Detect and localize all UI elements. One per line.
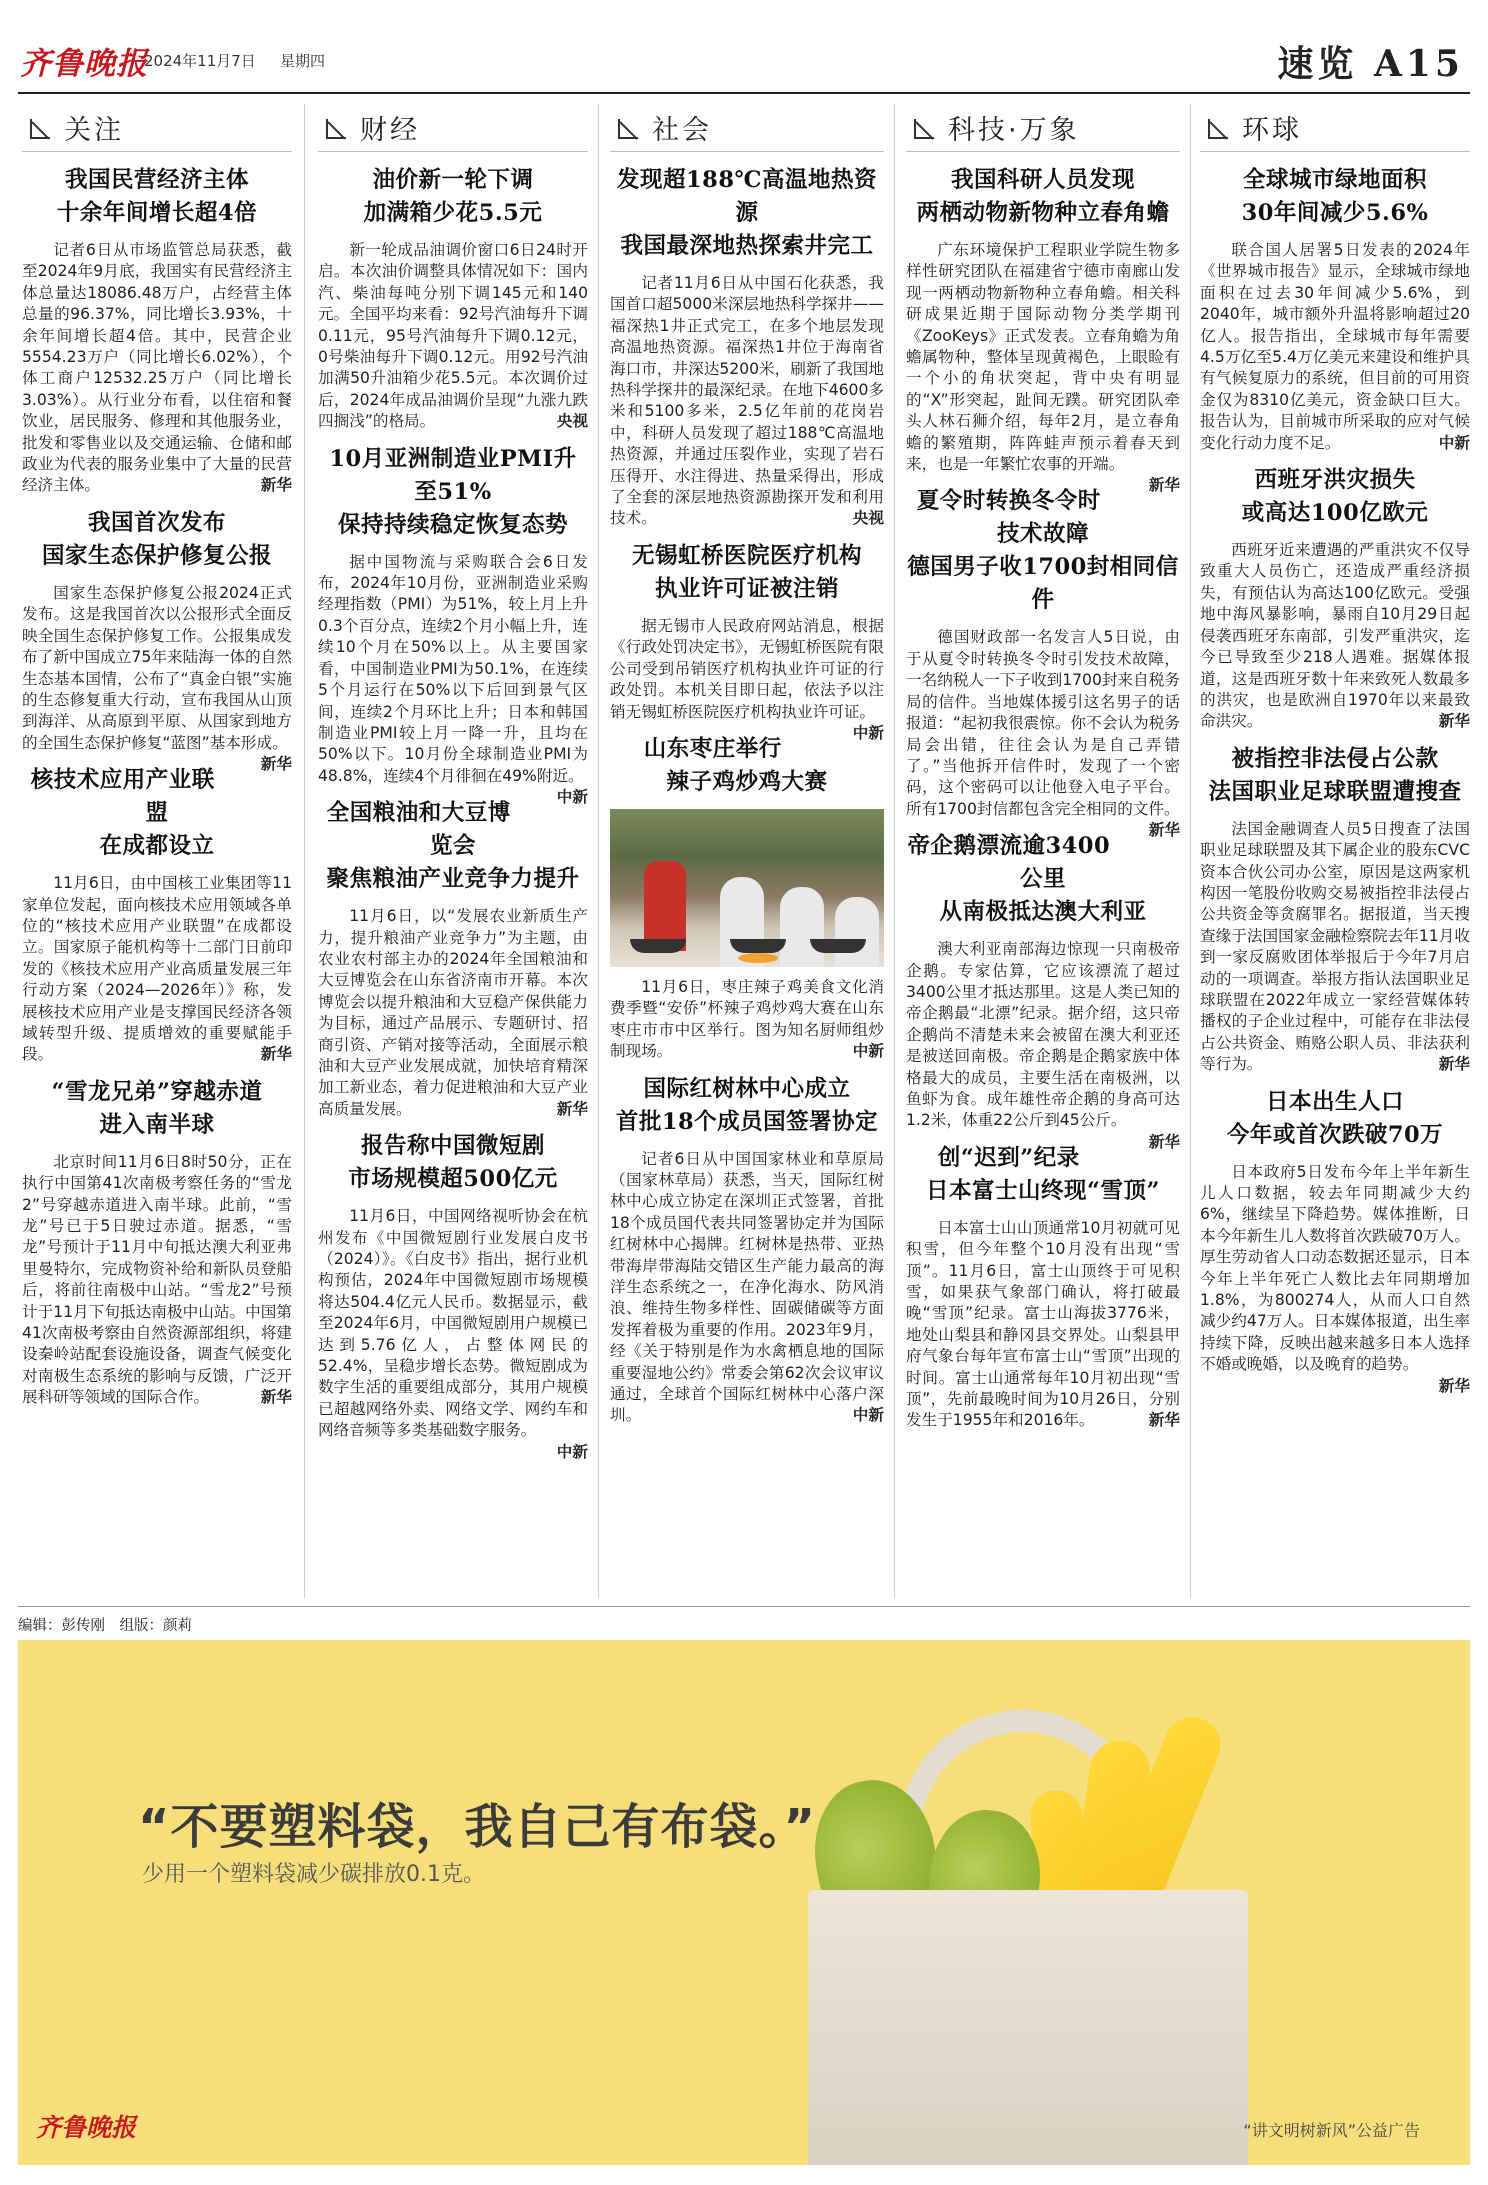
article-source: 新华 bbox=[1148, 1132, 1180, 1151]
article-source: 新华 bbox=[1438, 1376, 1470, 1395]
photo-flame bbox=[738, 953, 778, 963]
headline-line: 进入南半球 bbox=[99, 1111, 215, 1138]
headline-line: “雪龙兄弟”穿越赤道 bbox=[51, 1078, 263, 1105]
issue-date: 2024年11月7日 bbox=[144, 52, 256, 70]
article-text: 国家生态保护修复公报2024正式发布。这是我国首次以公报形式全面反映全国生态保护修复工作。公报集成发布了新中国成立75年来陆海一体的自然生态基本国情，公布了“真金白银”实施的生态修复重大行动，宣布我国从山顶到海洋、从高原到平原、从国家到地方的全国生态保护修复“蓝图”基本形成。 bbox=[22, 583, 292, 752]
headline-line: 全国粮油和大豆博览会 bbox=[326, 800, 511, 860]
masthead bbox=[18, 32, 1470, 94]
headline-line: 西班牙洪灾损失 bbox=[1254, 467, 1416, 494]
article-body bbox=[318, 906, 588, 1120]
article-body bbox=[1200, 540, 1470, 733]
headline-line: 加满箱少花5.5元 bbox=[363, 200, 543, 226]
article-text: 据中国物流与采购联合会6日发布，2024年10月份，亚洲制造业采购经理指数（PMI）为51%，较上月上升0.3个百分点，连续2个月小幅上升，连续10个月在50%以上。从主要国家看，中国制造业PMI为50.1%，在连续5个月运行在50%以下后回到景气区间，连续2个月环比上升；日本和韩国制造业PMI较上月一降一升，且均在50%以下。10月份全球制造业PMI为48.8%，连续4个月徘徊在49%附近。 bbox=[318, 552, 588, 785]
column-divider bbox=[1190, 104, 1191, 1598]
article-body bbox=[610, 1149, 884, 1427]
news-article bbox=[318, 797, 588, 1120]
article-body bbox=[906, 627, 1180, 840]
article-text: 日本富士山山顶通常10月初就可见积雪，但今年整个10月没有出现“雪顶”。11月6日，富士山顶终于可见积雪，如果获气象部门确认，将打破最晚“雪顶”纪录。富士山海拔3776米，地处山梨县和静冈县交界处。山梨县甲府气象台每年宣布富士山“雪顶”出现的时间。富士山通常每年10月初出现“雪顶”，先前最晚时间为10月26日，分别发生于1955年和2016年。 bbox=[906, 1218, 1180, 1430]
article-source: 新华 bbox=[1438, 712, 1470, 731]
article-body bbox=[22, 1152, 292, 1409]
headline-line: 10月亚洲制造业PMI升至51% bbox=[329, 445, 577, 505]
article-source: 新华 bbox=[260, 755, 292, 774]
article-source: 中新 bbox=[556, 1442, 588, 1461]
article-headline bbox=[1200, 464, 1470, 530]
headline-line: 今年或首次跌破70万 bbox=[1226, 1121, 1444, 1148]
column-divider bbox=[894, 104, 895, 1598]
cooking-contest-photo bbox=[610, 809, 884, 967]
headline-line: 日本出生人口 bbox=[1265, 1088, 1404, 1115]
article-source: 新华 bbox=[1148, 1411, 1180, 1430]
headline-line: 夏令时转换冬令时技术故障 bbox=[916, 488, 1101, 548]
article-text: 11月6日，由中国核工业集团等11家单位发起，面向核技术应用领域各单位的“核技术应用产业联盟”在成都设立。国家原子能机构等十二部门日前印发的《核技术应用产业高质量发展三年行动方案（2024—2026年）》称，发展核技术应用产业是支撑国民经济各领域转型升级、提质增效的重要赋能手段。 bbox=[22, 874, 292, 1064]
article-headline bbox=[1200, 1086, 1470, 1152]
article-source: 中新 bbox=[1438, 433, 1470, 452]
news-article bbox=[906, 164, 1180, 495]
column-title: 科技·万象 bbox=[948, 115, 1080, 146]
article-source: 新华 bbox=[1438, 1055, 1470, 1074]
ad-subtitle: 少用一个塑料袋减少碳排放0.1克。 bbox=[142, 1862, 485, 1887]
column-divider bbox=[598, 104, 599, 1598]
article-source: 中新 bbox=[852, 1406, 884, 1425]
article-source: 中新 bbox=[852, 1042, 884, 1061]
news-article bbox=[1200, 464, 1470, 733]
article-body bbox=[610, 273, 884, 530]
column-title: 社会 bbox=[652, 115, 712, 146]
news-article bbox=[610, 540, 884, 742]
article-body bbox=[1200, 240, 1470, 454]
article-body bbox=[22, 240, 292, 497]
headline-line: 执业许可证被注销 bbox=[654, 575, 839, 602]
headline-line: 德国男子收1700封相同信件 bbox=[907, 554, 1179, 614]
photo-figure bbox=[644, 861, 686, 951]
headline-line: 聚焦粮油产业竞争力提升 bbox=[326, 866, 580, 893]
article-headline bbox=[906, 485, 1180, 617]
corner-arrow-icon bbox=[614, 113, 644, 143]
headline-line: 我国科研人员发现 bbox=[950, 167, 1135, 193]
article-text: 记者11月6日从中国石化获悉，我国首口超5000米深层地热科学探井——福深热1井正式完工，在多个地层发现高温地热资源。福深热1井位于海南省海口市，井深达5200米，刷新了我国地热科学探井的最深纪录。在地下4600多米和5100多米，2.5亿年前的花岗岩中，科研人员发现了超过188℃高温地热资源，并通过压裂作业，实现了岩石压得开、水注得进、热量采得出，形成了全套的深层地热资源勘探开发和利用技术。 bbox=[610, 274, 884, 528]
article-text: 11月6日，以“发展农业新质生产力，提升粮油产业竞争力”为主题，由农业农村部主办的2024年全国粮油和大豆博览会在山东省济南市开幕。本次博览会以提升粮油和大豆稳产保供能力为目标，通过产品展示、专题研讨、招商引资、产销对接等活动，全面展示粮油和大豆产业发展成就，加快培育精深加工新业态，着力促进粮油和大豆产业高质量发展。 bbox=[318, 907, 588, 1118]
column-divider bbox=[304, 104, 305, 1598]
corner-arrow-icon bbox=[1204, 113, 1234, 143]
news-article bbox=[22, 164, 292, 497]
news-article bbox=[22, 1076, 292, 1409]
headline-line: 全球城市绿地面积 bbox=[1242, 167, 1427, 193]
article-headline bbox=[318, 797, 588, 896]
news-article bbox=[906, 1142, 1180, 1432]
article-text: 记者6日从市场监管总局获悉，截至2024年9月底，我国实有民营经济主体总量达18086.48万户，占经营主体总量的96.37%，同比增长3.93%，十余年间增长超4倍。其中，民营企业5554.23万户（同比增长6.02%），个体工商户12532.25万户（同比增长3.03%）。从行业分布看，以住宿和餐饮业，居民服务、修理和其他服务业，批发和零售业以及交通运输、仓储和邮政业为代表的服务业集中了大量的民营经济主体。 bbox=[22, 241, 292, 495]
headline-line: 日本富士山终现“雪顶” bbox=[926, 1177, 1160, 1204]
column-header bbox=[610, 104, 884, 152]
headline-line: 法国职业足球联盟遭搜查 bbox=[1208, 778, 1462, 805]
news-article bbox=[610, 164, 884, 530]
corner-arrow-icon bbox=[910, 113, 940, 143]
article-body bbox=[1200, 1162, 1470, 1395]
news-column bbox=[906, 104, 1180, 1598]
column-header bbox=[1200, 104, 1470, 152]
article-headline bbox=[318, 1130, 588, 1196]
news-column bbox=[318, 104, 588, 1598]
article-text: 法国金融调查人员5日搜查了法国职业足球联盟及其下属企业的股东CVC资本合伙公司办公室，原因是这两家机构因一笔股份收购交易被指控非法侵占公共资金等贪腐罪名。据报道，当天搜查缘于法国国家金融检察院去年11月收到一家反腐败团体举报后于今年7月启动的一项调查。举报方指认法国职业足球联盟在2022年成立一家经营媒体转播权的子企业过程中，可能存在非法侵占公共资金、贿赂公职人员、非法获利等行为。 bbox=[1200, 819, 1470, 1074]
article-source: 中新 bbox=[556, 788, 588, 807]
article-headline bbox=[906, 830, 1180, 929]
article-source: 新华 bbox=[260, 476, 292, 495]
headline-line: 十余年间增长超4倍 bbox=[56, 200, 258, 226]
article-headline bbox=[1200, 743, 1470, 809]
article-body bbox=[22, 873, 292, 1066]
news-article bbox=[318, 164, 588, 433]
article-headline bbox=[22, 164, 292, 230]
article-headline bbox=[22, 764, 292, 863]
news-article bbox=[610, 1073, 884, 1427]
news-article bbox=[906, 830, 1180, 1151]
ad-slogan: “不要塑料袋，我自己有布袋。” bbox=[138, 1799, 817, 1855]
article-text: 11月6日，枣庄辣子鸡美食文化消费季暨“安侨”杯辣子鸡炒鸡大赛在山东枣庄市市中区举行。图为知名厨师组炒制现场。 bbox=[610, 977, 884, 1061]
cloth-bag-illustration bbox=[808, 1890, 1248, 2165]
news-article bbox=[22, 764, 292, 1066]
article-text: 记者6日从中国国家林业和草原局（国家林草局）获悉，当天，国际红树林中心成立协定在深圳正式签署，首批18个成员国代表共同签署协定并为国际红树林中心揭牌。红树林是热带、亚热带海岸带海陆交错区生产能力最高的海洋生态系统之一，在净化海水、防风消浪、维持生物多样性、固碳储碳等方面发挥着极为重要的作用。2023年9月，经《关于特别是作为水禽栖息地的国际重要湿地公约》常委会第62次会议审议通过，全球首个国际红树林中心落户深圳。 bbox=[610, 1149, 884, 1425]
headline-line: 被指控非法侵占公款 bbox=[1231, 745, 1439, 772]
article-source: 中新 bbox=[852, 723, 884, 742]
news-article bbox=[318, 1130, 588, 1461]
news-column bbox=[22, 104, 292, 1598]
headline-line: 报告称中国微短剧 bbox=[360, 1133, 545, 1160]
article-body bbox=[610, 616, 884, 742]
article-body bbox=[1200, 819, 1470, 1076]
article-text: 北京时间11月6日8时50分，正在执行中国第41次南极考察任务的“雪龙2”号穿越赤道进入南半球。此前，“雪龙”号已于5日驶过赤道。据悉，“雪龙”号预计于11月中旬抵达澳大利亚弗里曼特尔，完成物资补给和新队员登船后，将前往南极中山站。“雪龙2”号预计于11月下旬抵达南极中山站。中国第41次南极考察由自然资源部组织，将建设秦岭站配套设施设备，调查气候变化对南极生态系统的影响与反馈，广泛开展科研等领域的国际合作。 bbox=[22, 1152, 292, 1407]
column-title: 财经 bbox=[360, 115, 420, 146]
news-article bbox=[1200, 743, 1470, 1076]
article-headline bbox=[906, 164, 1180, 230]
article-body bbox=[318, 240, 588, 433]
article-body bbox=[906, 240, 1180, 495]
editor-credits: 编辑：彭传刚 组版：颜莉 bbox=[18, 1606, 1470, 1634]
article-source: 新华 bbox=[1148, 476, 1180, 495]
article-text: 西班牙近来遭遇的严重洪灾不仅导致重大人员伤亡，还造成严重经济损失，有预估认为高达100亿欧元。受强地中海风暴影响，暴雨自10月29日起侵袭西班牙东南部，引发严重洪灾，迄今已导致至少218人遇难。据媒体报道，这是西班牙数十年来致死人数最多的洪灾，也是欧洲自1970年以来最致命洪灾。 bbox=[1200, 541, 1470, 731]
headline-line: 保持持续稳定恢复态势 bbox=[337, 511, 568, 538]
article-text: 德国财政部一名发言人5日说，由于从夏令时转换冬令时引发技术故障，一名纳税人一下子收到1700封来自税务局的信件。当地媒体援引这名男子的话报道：“起初我很震惊。你不会认为税务局会出错，往往会认为是自己弄错了。”当他拆开信件时，发现了一个密码，这个密码可以让他登入电子平台。所有1700封信都包含完全相同的文件。 bbox=[906, 628, 1180, 818]
headline-line: 山东枣庄举行 bbox=[643, 735, 782, 762]
public-service-ad bbox=[18, 1640, 1470, 2165]
photo-wok bbox=[730, 939, 786, 953]
headline-line: 或高达100亿欧元 bbox=[1241, 500, 1429, 527]
article-text: 11月6日，中国网络视听协会在杭州发布《中国微短剧行业发展白皮书（2024）》。《白皮书》指出，据行业机构预估，2024年中国微短剧市场规模将达504.4亿元人民币。数据显示，截至2024年6月，中国微短剧用户规模已达到5.76亿人，占整体网民的52.4%，呈稳步增长态势。微短剧成为数字生活的重要组成部分，其用户规模已超越网络外卖、网络文学、网约车和网络音频等多类基础数字服务。 bbox=[318, 1207, 588, 1440]
article-headline bbox=[610, 1073, 884, 1139]
photo-wok bbox=[630, 939, 686, 953]
column-header bbox=[22, 104, 292, 152]
article-body bbox=[22, 583, 292, 774]
column-header bbox=[906, 104, 1180, 152]
headline-line: 帝企鹅漂流逾3400公里 bbox=[907, 833, 1111, 893]
news-article bbox=[610, 733, 884, 1063]
ad-credit: “讲文明树新风”公益广告 bbox=[1243, 2121, 1420, 2140]
article-source: 新华 bbox=[260, 1045, 292, 1064]
photo-figure bbox=[835, 897, 879, 967]
news-column bbox=[1200, 104, 1470, 1598]
headline-line: 核技术应用产业联盟 bbox=[30, 767, 215, 827]
headline-line: 从南极抵达澳大利亚 bbox=[939, 899, 1147, 926]
headline-line: 无锡虹桥医院医疗机构 bbox=[631, 542, 862, 569]
article-body bbox=[610, 977, 884, 1063]
headline-line: 市场规模超500亿元 bbox=[348, 1166, 558, 1193]
headline-line: 国家生态保护修复公报 bbox=[41, 542, 272, 569]
column-title: 环球 bbox=[1242, 115, 1302, 146]
headline-line: 辣子鸡炒鸡大赛 bbox=[666, 768, 828, 795]
headline-line: 首批18个成员国签署协定 bbox=[615, 1108, 879, 1135]
news-column bbox=[610, 104, 884, 1598]
article-headline bbox=[1200, 164, 1470, 230]
news-article bbox=[22, 507, 292, 774]
article-headline bbox=[318, 164, 588, 230]
photo-figure bbox=[780, 887, 824, 967]
article-headline bbox=[610, 164, 884, 263]
article-text: 日本政府5日发布今年上半年新生儿人口数据，较去年同期减少大约6%，继续呈下降趋势。媒体推断，日本今年新生儿人数将首次跌破70万人。厚生劳动省人口动态数据还显示，日本今年上半年死亡人数比去年同期增加1.8%，为800274人，从而人口自然减少约47万人。日本媒体报道，出生率持续下降，反映出越来越多日本人选择不婚或晚婚，以及晚育的趋势。 bbox=[1200, 1162, 1470, 1374]
issue-weekday: 星期四 bbox=[280, 52, 326, 70]
headline-line: 我国首次发布 bbox=[87, 509, 226, 536]
article-source: 新华 bbox=[260, 1388, 292, 1407]
article-source: 央视 bbox=[556, 412, 588, 431]
corner-arrow-icon bbox=[26, 113, 56, 143]
news-article bbox=[1200, 1086, 1470, 1395]
article-source: 新华 bbox=[1148, 821, 1180, 840]
headline-line: 我国最深地热探索井完工 bbox=[620, 233, 874, 259]
corner-arrow-icon bbox=[322, 113, 352, 143]
article-source: 央视 bbox=[852, 509, 884, 528]
newspaper-logo: 齐鲁晚报 bbox=[20, 46, 148, 82]
photo-wok bbox=[810, 939, 866, 953]
page-section-label: 速览 A15 bbox=[1277, 43, 1464, 85]
article-text: 广东环境保护工程职业学院生物多样性研究团队在福建省宁德市南廊山发现一两栖动物新物种立春角蟾。相关科研成果近期于国际动物分类学期刊《ZooKeys》正式发表。立春角蟾为角蟾属物种，整体呈现黄褐色，上眼睑有一个小的角状突起，背中央有明显的“X”形突起，趾间无蹼。研究团队牵头人林石狮介绍，每年2月，是立春角蟾的繁殖期，阵阵蛙声预示着春天到来，也是一年繁忙农事的开端。 bbox=[906, 241, 1180, 474]
column-title: 关注 bbox=[64, 115, 124, 146]
article-body bbox=[906, 1218, 1180, 1432]
news-article bbox=[318, 443, 588, 807]
headline-line: 发现超188℃高温地热资源 bbox=[617, 167, 877, 226]
column-header bbox=[318, 104, 588, 152]
article-body bbox=[318, 552, 588, 807]
article-text: 新一轮成品油调价窗口6日24时开启。本次油价调整具体情况如下：国内汽、柴油每吨分别下调145元和140元。全国平均来看：92号汽油每升下调0.11元，95号汽油每升下调0.12元，0号柴油每升下调0.12元。用92号汽油加满50升油箱少花5.5元。本次调价过后，2024年成品油调价呈现“九涨九跌四搁浅”的格局。 bbox=[318, 241, 588, 431]
headline-line: 在成都设立 bbox=[99, 833, 215, 860]
headline-line: 我国民营经济主体 bbox=[64, 167, 249, 193]
headline-line: 创“迟到”纪录 bbox=[937, 1144, 1080, 1171]
article-source: 新华 bbox=[556, 1099, 588, 1118]
news-article bbox=[906, 485, 1180, 840]
headline-line: 油价新一轮下调 bbox=[372, 167, 534, 193]
article-headline bbox=[22, 1076, 292, 1142]
article-text: 据无锡市人民政府网站消息，根据《行政处罚决定书》，无锡虹桥医院有限公司受到吊销医疗机构执业许可证的行政处罚。本机关目即日起，依法予以注销无锡虹桥医院医疗机构执业许可证。 bbox=[610, 616, 884, 721]
article-headline bbox=[610, 540, 884, 606]
article-headline bbox=[22, 507, 292, 573]
article-text: 澳大利亚南部海边惊现一只南极帝企鹅。专家估算，它应该漂流了超过3400公里才抵达那里。这是人类已知的帝企鹅最“北漂”纪录。据介绍，这只帝企鹅尚不清楚未来会被留在澳大利亚还是被送回南极。帝企鹅是企鹅家族中体格最大的成员，主要生活在南极洲，以鱼虾为食。成年雄性帝企鹅的身高可达1.2米，体重22公斤到45公斤。 bbox=[906, 940, 1180, 1130]
news-article bbox=[1200, 164, 1470, 454]
headline-line: 两栖动物新物种立春角蟾 bbox=[916, 200, 1170, 226]
article-body bbox=[906, 939, 1180, 1151]
headline-line: 30年间减少5.6% bbox=[1241, 200, 1429, 226]
headline-line: 国际红树林中心成立 bbox=[643, 1075, 851, 1102]
article-text: 联合国人居署5日发表的2024年《世界城市报告》显示，全球城市绿地面积在过去30年间减少5.6%，到2040年，城市额外升温将影响超过20亿人。报告指出，全球城市每年需要4.5万亿至5.4万亿美元来建设和维护具有气候复原力的系统，但目前的可用资金仅为8310亿美元，资金缺口巨大。报告认为，目前城市所采取的应对气候变化行动力度不足。 bbox=[1200, 241, 1470, 452]
ad-newspaper-logo: 齐鲁晚报 bbox=[36, 2113, 137, 2142]
article-headline bbox=[318, 443, 588, 542]
article-body bbox=[318, 1206, 588, 1461]
